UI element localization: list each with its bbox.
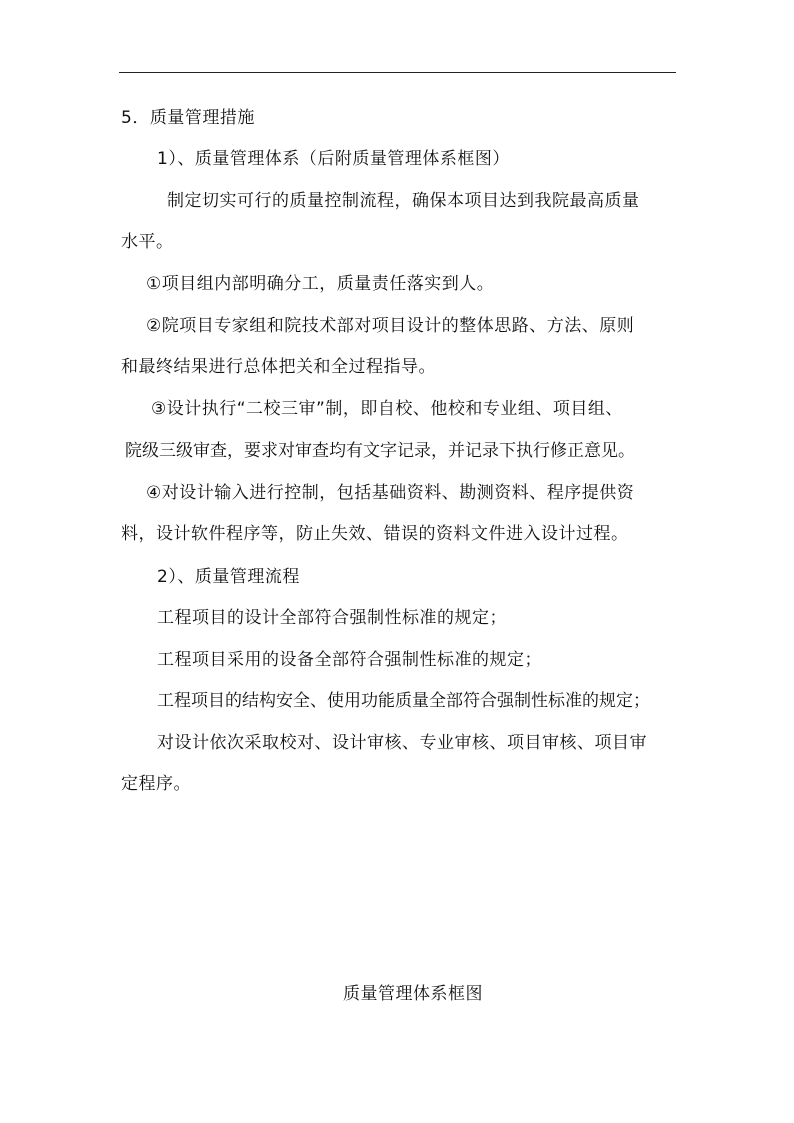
paragraph-line: 制定切实可行的质量控制流程，确保本项目达到我院最高质量: [167, 191, 640, 211]
flow-item-4-line: 定程序。: [121, 774, 191, 794]
figure-title: 质量管理体系框图: [343, 984, 483, 1004]
flow-item-1: 工程项目的设计全部符合强制性标准的规定；: [157, 608, 507, 628]
header-rule: [119, 72, 676, 73]
list-item-2-line: 和最终结果进行总体把关和全过程指导。: [121, 357, 436, 377]
list-item-2-line: ②院项目专家组和院技术部对项目设计的整体思路、方法、原则: [146, 316, 635, 336]
list-item-1: ①项目组内部明确分工，质量责任落实到人。: [146, 274, 495, 294]
flow-item-3: 工程项目的结构安全、使用功能质量全部符合强制性标准的规定；: [157, 691, 650, 711]
section-heading: 5．质量管理措施: [121, 108, 255, 128]
list-item-4-line: ④对设计输入进行控制，包括基础资料、勘测资料、程序提供资: [146, 483, 635, 503]
list-item-4-line: 料，设计软件程序等，防止失效、错误的资料文件进入设计过程。: [121, 524, 629, 544]
subsection-heading-quality-system: 1）、质量管理体系（后附质量管理体系框图）: [157, 149, 510, 169]
list-item-3-line: 院级三级审查，要求对审查均有文字记录，并记录下执行修正意见。: [125, 441, 635, 461]
subsection-heading-quality-flow: 2）、质量管理流程: [157, 567, 300, 587]
flow-item-2: 工程项目采用的设备全部符合强制性标准的规定；: [157, 650, 542, 670]
flow-item-4-line: 对设计依次采取校对、设计审核、专业审核、项目审核、项目审: [157, 733, 647, 753]
paragraph-line: 水平。: [121, 232, 174, 252]
list-item-3-line: ③设计执行“二校三审”制，即自校、他校和专业组、项目组、: [151, 399, 623, 419]
